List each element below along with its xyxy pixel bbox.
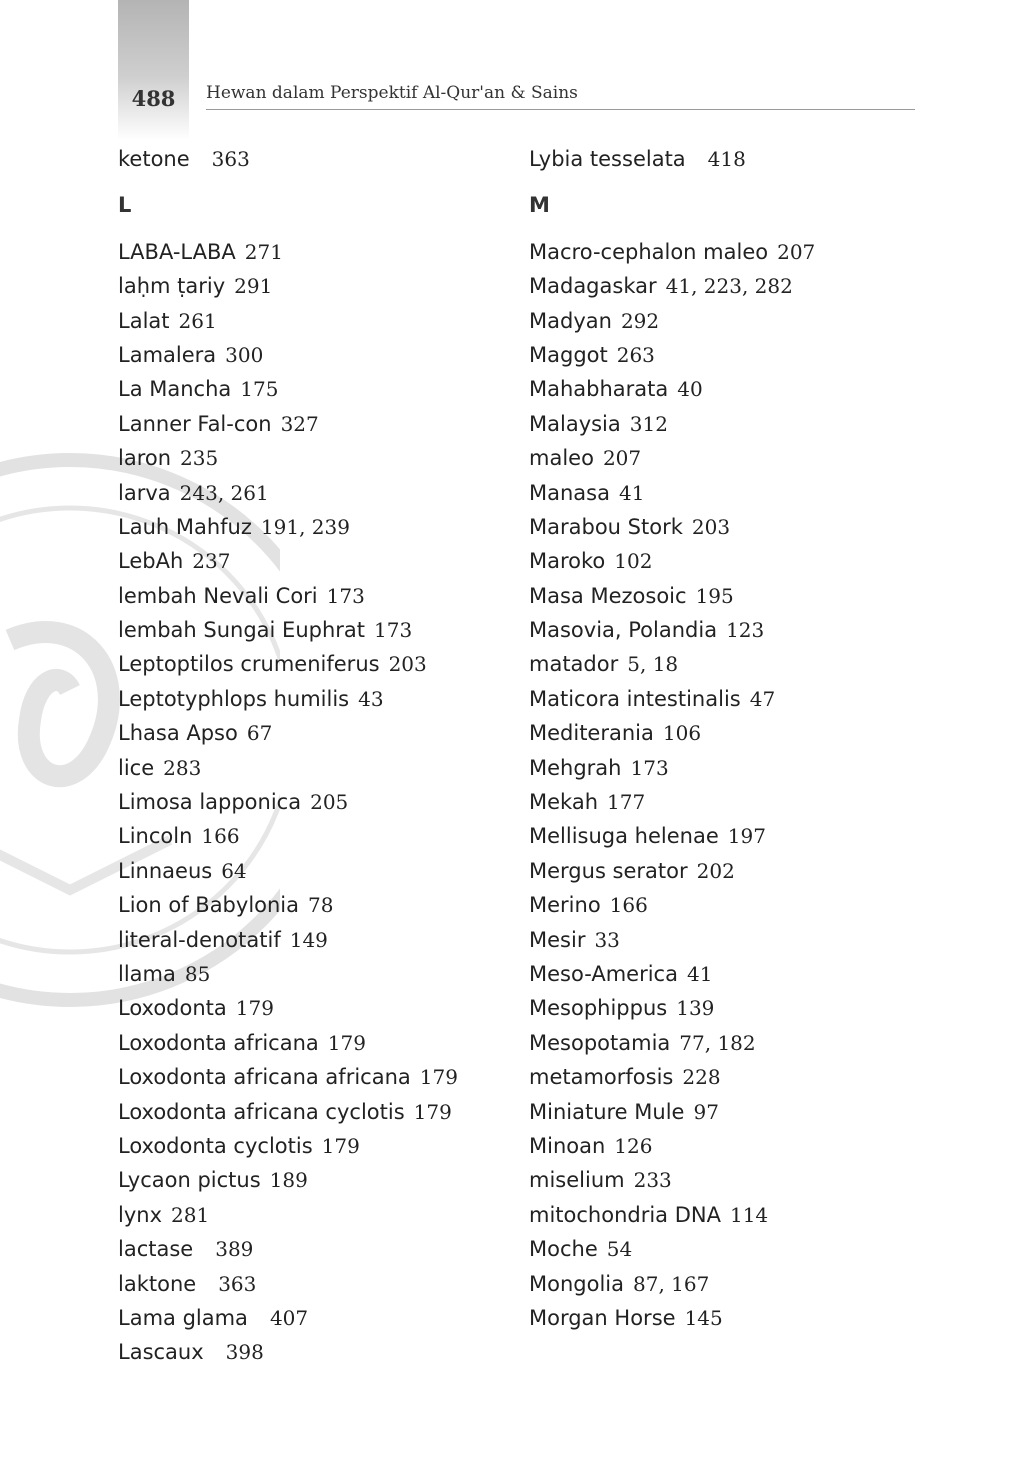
index-entry: [529, 269, 815, 303]
index-term: maleo: [529, 446, 594, 471]
index-page-numbers: 207: [777, 239, 816, 264]
index-term: matador: [529, 652, 619, 677]
index-entry: [529, 1232, 815, 1266]
index-term: laḥm ṭariy: [118, 274, 226, 299]
index-page-numbers: 195: [695, 583, 734, 608]
section-letter-heading: L: [118, 193, 132, 218]
index-page-numbers: 189: [269, 1168, 308, 1193]
index-page-numbers: 123: [726, 618, 765, 643]
index-entry: [118, 923, 458, 957]
index-term: Loxodonta cyclotis: [118, 1133, 313, 1158]
index-term: Morgan Horse: [529, 1305, 676, 1330]
index-page-numbers: 300: [225, 342, 264, 367]
index-page-numbers: 235: [180, 446, 219, 471]
index-page-numbers: 149: [289, 927, 328, 952]
index-entry: [529, 819, 815, 853]
index-entry: [529, 1163, 815, 1197]
index-page-numbers: 145: [684, 1305, 723, 1330]
index-entry: [118, 269, 458, 303]
index-term: Maticora intestinalis: [529, 686, 741, 711]
index-term: Miniature Mule: [529, 1099, 685, 1124]
index-entry: [529, 716, 815, 750]
index-term: llama: [118, 961, 176, 986]
index-page-numbers: 233: [633, 1168, 672, 1193]
index-page-numbers: 202: [696, 858, 735, 883]
index-entry: [529, 579, 815, 613]
index-term: Lanner Fal-con: [118, 411, 272, 436]
index-page-numbers: 114: [729, 1202, 769, 1227]
index-term: lynx: [118, 1202, 162, 1227]
index-page-numbers: 292: [620, 308, 660, 333]
index-page-numbers: 191, 239: [260, 514, 350, 539]
index-term: Lhasa Apso: [118, 721, 238, 746]
index-term: lembah Nevali Cori: [118, 583, 318, 608]
index-entry: [118, 1095, 458, 1129]
index-term: Lycaon pictus: [118, 1168, 261, 1193]
index-page-numbers: 54: [606, 1237, 633, 1262]
index-term: Lybia tesselata: [529, 147, 686, 171]
index-entry: [118, 1267, 458, 1301]
section-letter-heading: M: [529, 193, 550, 218]
index-page-numbers: 77, 182: [679, 1030, 756, 1055]
index-entry: [118, 510, 458, 544]
index-entry: [529, 544, 815, 578]
index-entry: [118, 441, 458, 475]
index-page-numbers: 179: [413, 1099, 452, 1124]
index-entry: [529, 372, 815, 406]
index-term: mitochondria DNA: [529, 1202, 721, 1227]
index-page-numbers: 175: [240, 377, 279, 402]
index-page-numbers: 312: [629, 411, 668, 436]
index-entry: [118, 1198, 458, 1232]
index-term: laron: [118, 446, 172, 471]
index-page-numbers: 197: [727, 824, 766, 849]
index-term: Linnaeus: [118, 858, 213, 883]
index-term: Lincoln: [118, 824, 193, 849]
index-term: ketone: [118, 147, 190, 171]
index-term: Madyan: [529, 308, 612, 333]
index-entry: [529, 338, 815, 372]
index-page-numbers: 64: [221, 858, 247, 883]
index-term: Mekah: [529, 790, 599, 815]
index-page-numbers: 41: [686, 961, 713, 986]
index-entry: [529, 991, 815, 1025]
index-page-numbers: 126: [614, 1133, 653, 1158]
index-term: Manasa: [529, 480, 610, 505]
index-entry: [529, 407, 815, 441]
index-term: larva: [118, 480, 171, 505]
index-term: Lascaux: [118, 1340, 204, 1365]
index-entry: [529, 854, 815, 888]
index-page-numbers: 363: [211, 147, 250, 171]
index-page-numbers: 166: [609, 893, 648, 918]
index-page-numbers: 398: [225, 1340, 264, 1365]
index-page-numbers: 203: [388, 652, 427, 677]
index-page-numbers: 173: [374, 618, 413, 643]
index-entry: [529, 647, 815, 681]
index-entry: [529, 476, 815, 510]
index-page-numbers: 78: [308, 893, 334, 918]
index-entry: [529, 441, 815, 475]
index-term: lembah Sungai Euphrat: [118, 618, 366, 643]
index-term: LebAh: [118, 549, 184, 574]
index-page-numbers: 237: [192, 549, 231, 574]
index-page-numbers: 40: [677, 377, 703, 402]
index-entry: [118, 888, 458, 922]
index-entry: [118, 682, 458, 716]
index-term: Marabou Stork: [529, 514, 683, 539]
index-page-numbers: 85: [184, 961, 211, 986]
index-entry: [529, 304, 815, 338]
index-entry: [529, 613, 815, 647]
index-term: Moche: [529, 1237, 598, 1262]
index-page-numbers: 106: [662, 721, 702, 746]
index-page-numbers: 87, 167: [633, 1271, 710, 1296]
index-term: Maggot: [529, 342, 608, 367]
index-page-numbers: 243, 261: [179, 480, 269, 505]
index-term: Limosa lapponica: [118, 790, 302, 815]
index-entry: [118, 613, 458, 647]
index-entry: [118, 304, 458, 338]
index-entry: [118, 751, 458, 785]
page-number: 488: [131, 86, 176, 111]
index-page-numbers: 179: [321, 1133, 360, 1158]
index-term: Merino: [529, 893, 601, 918]
index-entry: [529, 1026, 815, 1060]
index-term: Loxodonta africana africana: [118, 1065, 411, 1090]
index-entry: [529, 682, 815, 716]
index-entry: [529, 888, 815, 922]
index-column-left: [118, 142, 458, 1370]
index-entry: [118, 785, 458, 819]
index-term: Loxodonta: [118, 996, 227, 1021]
index-page-numbers: 327: [280, 411, 319, 436]
index-term: lactase: [118, 1237, 194, 1262]
index-term: Masovia, Polandia: [529, 618, 718, 643]
index-term: Madagaskar: [529, 274, 657, 299]
index-entry: [118, 991, 458, 1025]
index-page-numbers: 389: [215, 1237, 254, 1262]
index-page-numbers: 207: [602, 446, 642, 471]
index-page-numbers: 47: [749, 686, 776, 711]
page-number-tab: [118, 0, 189, 140]
index-term: Maroko: [529, 549, 606, 574]
index-term: metamorfosis: [529, 1065, 674, 1090]
index-page-numbers: 166: [201, 824, 240, 849]
index-term: Leptotyphlops humilis: [118, 686, 350, 711]
index-term: Mahabharata: [529, 377, 669, 402]
index-page-numbers: 67: [246, 721, 273, 746]
index-page-numbers: 102: [614, 549, 653, 574]
index-entry: [118, 854, 458, 888]
index-term: Loxodonta africana cyclotis: [118, 1099, 405, 1124]
index-page-numbers: 33: [594, 927, 620, 952]
index-entry: [529, 785, 815, 819]
index-term: Minoan: [529, 1133, 606, 1158]
index-entry: [529, 1267, 815, 1301]
index-page-numbers: 173: [630, 755, 669, 780]
index-page-numbers: 261: [178, 308, 217, 333]
index-entry: [118, 1163, 458, 1197]
index-term: Mesir: [529, 927, 586, 952]
index-entry: [529, 751, 815, 785]
index-page-numbers: 263: [616, 342, 655, 367]
index-page-numbers: 41: [618, 480, 645, 505]
index-page-numbers: 179: [419, 1065, 458, 1090]
index-entry: [118, 1026, 458, 1060]
index-entry: [118, 647, 458, 681]
index-entry: [118, 1060, 458, 1094]
index-entry: [529, 142, 815, 176]
index-page-numbers: 173: [326, 583, 365, 608]
index-term: Lion of Babylonia: [118, 893, 300, 918]
index-entry: [118, 142, 458, 176]
index-page-numbers: 205: [310, 790, 349, 815]
index-page-numbers: 179: [235, 996, 274, 1021]
index-term: lice: [118, 755, 155, 780]
header-rule: [206, 109, 915, 110]
index-page-numbers: 228: [682, 1065, 721, 1090]
index-entry: [529, 1198, 815, 1232]
index-entry: [118, 476, 458, 510]
index-entry: [529, 235, 815, 269]
index-term: Mergus serator: [529, 858, 688, 883]
index-entry: [529, 510, 815, 544]
index-entry: [118, 819, 458, 853]
index-entry: [529, 923, 815, 957]
index-term: LABA-LABA: [118, 239, 236, 264]
index-page-numbers: 418: [707, 147, 746, 171]
index-term: Lalat: [118, 308, 170, 333]
index-page-numbers: 43: [358, 686, 384, 711]
index-term: Macro-cephalon maleo: [529, 239, 769, 264]
index-page-numbers: 283: [163, 755, 202, 780]
running-title: Hewan dalam Perspektif Al-Qur'an & Sains: [206, 83, 578, 103]
index-page-numbers: 41, 223, 282: [665, 274, 793, 299]
index-term: Mediterania: [529, 721, 654, 746]
index-entry: [529, 1301, 815, 1335]
index-term: Mellisuga helenae: [529, 824, 719, 849]
index-term: Meso-America: [529, 961, 678, 986]
index-term: Mesophippus: [529, 996, 668, 1021]
index-term: Lama glama: [118, 1305, 248, 1330]
index-page-numbers: 177: [607, 790, 646, 815]
index-entry: [118, 1335, 458, 1369]
index-term: laktone: [118, 1271, 197, 1296]
index-entry: [529, 1095, 815, 1129]
index-page-numbers: 5, 18: [627, 652, 679, 677]
index-entry: [118, 372, 458, 406]
index-page-numbers: 139: [676, 996, 715, 1021]
index-term: Mehgrah: [529, 755, 622, 780]
index-page-numbers: 271: [244, 239, 283, 264]
index-term: literal-denotatif: [118, 927, 281, 952]
index-page-numbers: 203: [691, 514, 731, 539]
index-term: Malaysia: [529, 411, 621, 436]
index-entry: [529, 957, 815, 991]
index-term: Mesopotamia: [529, 1030, 671, 1055]
index-term: Masa Mezosoic: [529, 583, 687, 608]
index-term: Leptoptilos crumeniferus: [118, 652, 380, 677]
index-entry: [118, 407, 458, 441]
index-term: Lauh Mahfuz: [118, 514, 252, 539]
index-entry: [529, 1060, 815, 1094]
index-page-numbers: 281: [171, 1202, 210, 1227]
index-term: La Mancha: [118, 377, 232, 402]
index-entry: [118, 544, 458, 578]
index-entry: [118, 235, 458, 269]
index-entry: [118, 1301, 458, 1335]
index-entry: [118, 957, 458, 991]
index-page-numbers: 407: [269, 1305, 309, 1330]
index-page-numbers: 97: [693, 1099, 719, 1124]
index-entry: [118, 1129, 458, 1163]
index-column-right: [529, 142, 815, 1335]
index-page-numbers: 363: [218, 1271, 257, 1296]
index-entry: [118, 1232, 458, 1266]
index-term: Loxodonta africana: [118, 1030, 319, 1055]
index-term: Mongolia: [529, 1271, 624, 1296]
index-page-numbers: 291: [234, 274, 273, 299]
index-entry: [529, 1129, 815, 1163]
index-entry: [118, 579, 458, 613]
index-term: miselium: [529, 1168, 625, 1193]
index-page-numbers: 179: [327, 1030, 366, 1055]
index-entry: [118, 338, 458, 372]
index-entry: [118, 716, 458, 750]
index-term: Lamalera: [118, 342, 217, 367]
